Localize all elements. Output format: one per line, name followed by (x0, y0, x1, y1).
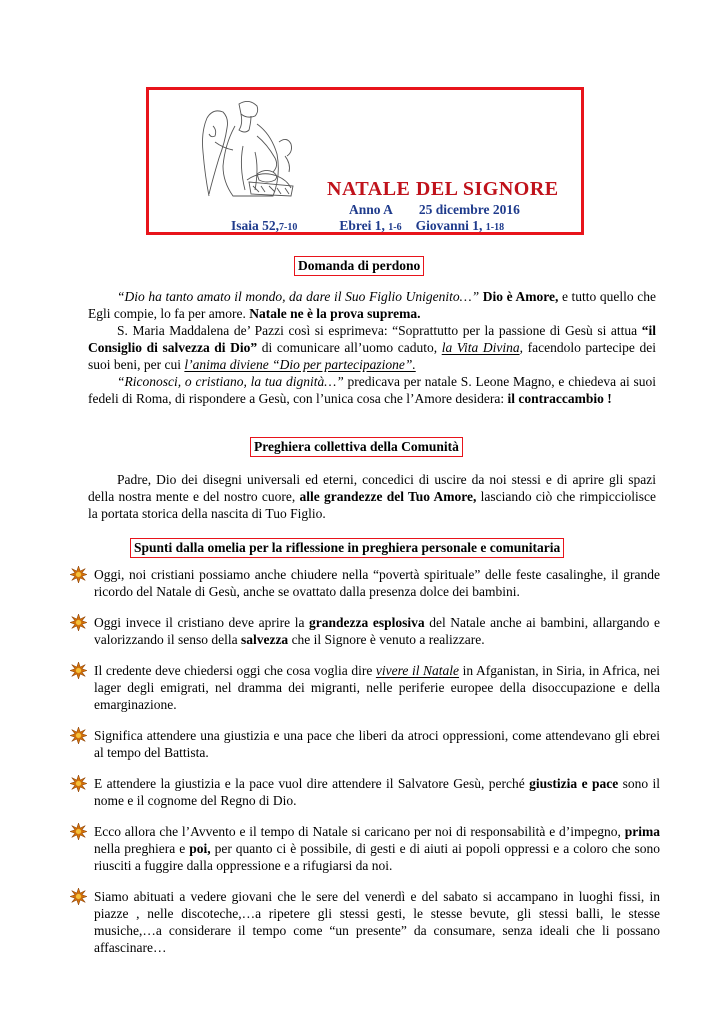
flower-star-icon (70, 614, 87, 631)
flower-star-icon (70, 823, 87, 840)
section-heading-prayer: Preghiera collettiva della Comunità (250, 437, 463, 457)
list-item: Siamo abituati a vedere giovani che le sere del venerdì e del sabato si accampano in luoghi fissi, in piazze , nelle discoteche,…a ripetere gli stessi gesti, le stesse bevute, gli stessi balli, le stesse musiche,…a considerare il tempo come “un presente” da consumare, senza ideali che li possano affascinare… (70, 888, 660, 956)
nativity-drawing (177, 96, 302, 201)
flower-star-icon (70, 775, 87, 792)
flower-star-icon (70, 888, 87, 905)
reading-2: Ebrei 1, 1-6 (339, 218, 402, 233)
section-heading-homily: Spunti dalla omelia per la riflessione in preghiera personale e comunitaria (130, 538, 564, 558)
list-item: Ecco allora che l’Avvento e il tempo di Natale si caricano per noi di responsabilità e d’impegno, prima nella preghiera e poi, per quanto ci è possibile, di gesti e di aiuti ai popoli oppressi e a coloro che sono riusciti a fuggire dalla oppressione e a rifugiarsi da noi. (70, 823, 660, 874)
list-item: E attendere la giustizia e la pace vuol dire attendere il Salvatore Gesù, perché giustizia e pace sono il nome e il cognome del Regno di Dio. (70, 775, 660, 809)
paragraph-3: “Riconosci, o cristiano, la tua dignità…” predicava per natale S. Leone Magno, e chiedeva ai suoi fedeli di Roma, di rispondere a Gesù, con l’unica cosa che l’Amore desidera: il contraccambio ! (88, 374, 656, 406)
celebration-date: 25 dicembre 2016 (418, 202, 520, 217)
header-frame (146, 87, 584, 235)
list-item: Significa attendere una giustizia e una pace che liberi da atroci oppressioni, come attendevano gli ebrei al tempo del Battista. (70, 727, 660, 761)
page-title: NATALE DEL SIGNORE (327, 178, 559, 200)
readings-line (231, 218, 504, 234)
section-prayer-text (88, 471, 656, 522)
homily-bullet-list (70, 566, 660, 970)
prayer-paragraph: Padre, Dio dei disegni universali ed eterni, concedici di uscire da noi stessi e di aprire gli spazi della nostra mente e del nostro cuore, alle grandezze del Tuo Amore, lasciando ciò che rimpicciolisce la portata storica della nascita di Tuo Figlio. (88, 472, 656, 521)
flower-star-icon (70, 727, 87, 744)
list-item: Il credente deve chiedersi oggi che cosa voglia dire vivere il Natale in Afganistan, in Siria, in Africa, nei lager degli emigrati, nel dramma dei migranti, nelle periferie europee della disoccupazione e della emarginazione. (70, 662, 660, 713)
paragraph-1: “Dio ha tanto amato il mondo, da dare il Suo Figlio Unigenito…” Dio è Amore, e tutto quello che Egli compie, lo fa per amore. Natale ne è la prova suprema. (88, 289, 657, 321)
list-item: Oggi invece il cristiano deve aprire la grandezza esplosiva del Natale anche ai bambini, allargando e valorizzando il senso della salvezza che il Signore è venuto a realizzare. (70, 614, 660, 648)
paragraph-2: S. Maria Maddalena de’ Pazzi così si esprimeva: “Soprattutto per la passione di Gesù si attua “il Consiglio di salvezza di Dio” di comunicare all’uomo caduto, la Vita Divina, facendolo partecipe dei suoi beni, per cui l’anima diviene “Dio per partecipazione”. (88, 323, 656, 372)
liturgical-year: Anno A (349, 202, 393, 217)
reading-1: Isaia 52,7-10 (231, 218, 298, 233)
list-item: Oggi, noi cristiani possiamo anche chiudere nella “povertà spirituale” delle feste casalinghe, il grande ricordo del Natale di Gesù, anche se ovattato dalla presenza dolce dei bambini. (70, 566, 660, 600)
liturgical-date (349, 202, 520, 218)
section-forgiveness-text (88, 288, 656, 407)
section-heading-forgiveness: Domanda di perdono (294, 256, 424, 276)
flower-star-icon (70, 566, 87, 583)
reading-3: Giovanni 1, 1-18 (415, 218, 505, 233)
flower-star-icon (70, 662, 87, 679)
